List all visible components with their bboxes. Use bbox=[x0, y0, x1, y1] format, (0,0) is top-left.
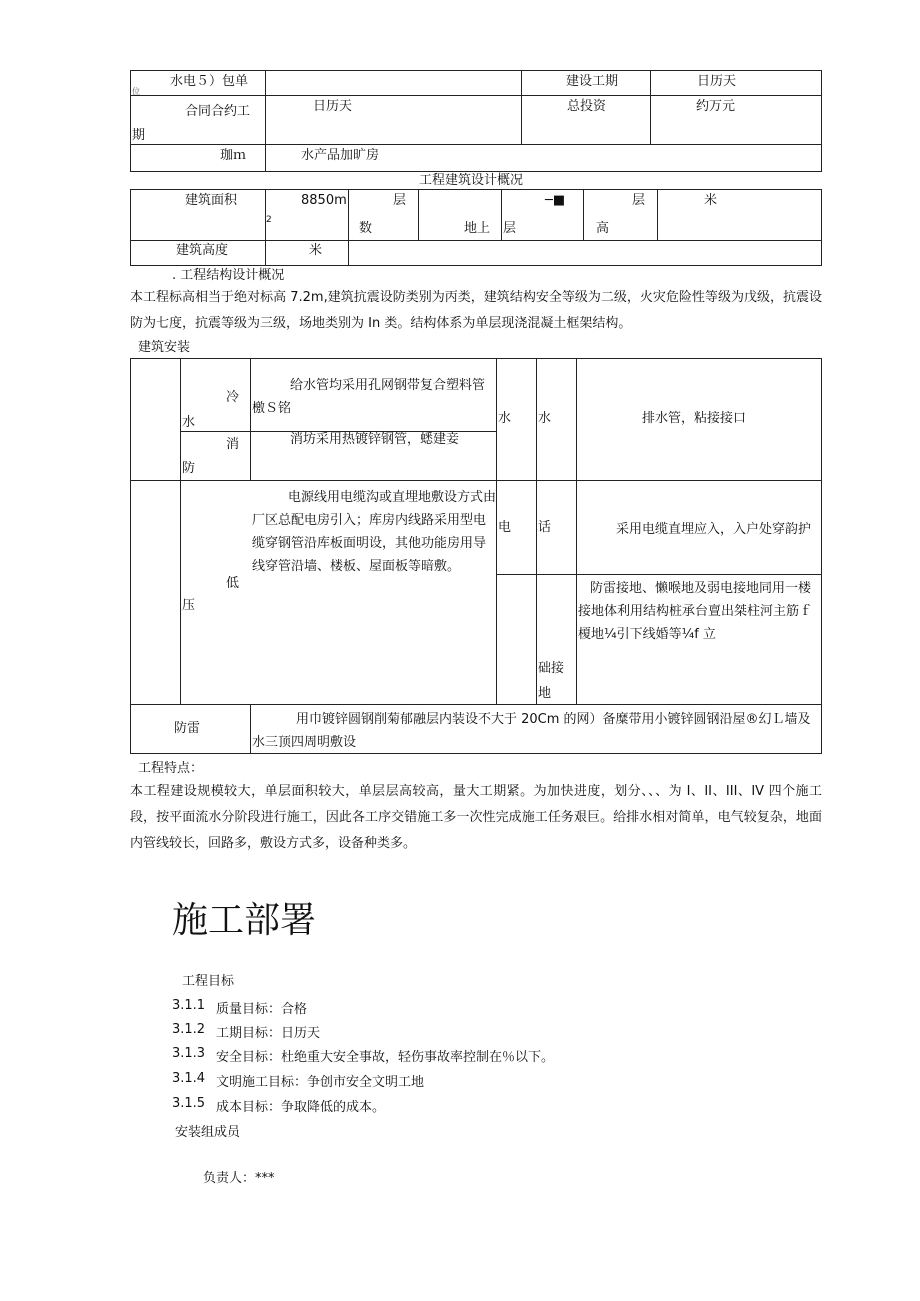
goal-text: 成本目标：争取降低的成本。 bbox=[216, 1100, 386, 1115]
goal-number: 3.1.5 bbox=[172, 1096, 206, 1111]
goal-text: 工期目标：日历天 bbox=[216, 1026, 321, 1041]
floor-height-label-a: 层 bbox=[632, 193, 646, 208]
contract-period-value: 日历天 bbox=[313, 99, 353, 114]
low-voltage-label-a: 低 bbox=[226, 576, 240, 591]
goal-number: 3.1.3 bbox=[172, 1046, 206, 1061]
floor-count-mark: ─■ bbox=[545, 193, 566, 208]
fire-water-label-b: 防 bbox=[182, 461, 196, 476]
contract-unit-label-cont: 位 bbox=[132, 87, 140, 96]
above-ground-label: 地上 bbox=[464, 221, 491, 236]
project-name-value: 水产品加旷房 bbox=[301, 148, 380, 163]
lightning-label: 防雷 bbox=[174, 721, 201, 736]
lightning-desc: 用巾镀锌圆钢削菊郁融层内装设不大于 20Cm 的网）备糜带用小镀锌圆钢沿屋®幻Ｌ墙及水三顶四周明敷设 bbox=[252, 712, 811, 750]
goal-text: 安全目标：杜绝重大安全事故，轻伤事故率控制在％以下。 bbox=[216, 1050, 555, 1065]
drainage-label-a: 水 bbox=[498, 411, 512, 426]
total-investment-label: 总投资 bbox=[567, 99, 607, 114]
feature-paragraph: 本工程建设规模较大，单层面积较大，单层层高较高，量大工期紧。为加快进度，划分、、、为 I、II、III、IV 四个施工段，按平面流水分阶段进行施工，因此各工序交错施工多一次性完成施工任务艰巨。给排水相对简单，电气较复杂，地面内管线较长，回路多，敷设方式多，设备种类多。 bbox=[130, 784, 822, 851]
telephone-label-b: 话 bbox=[538, 520, 552, 535]
team-leader: 负责人：*** bbox=[203, 1171, 275, 1186]
goals-title: 工程目标 bbox=[182, 974, 235, 989]
feature-section-title: 工程特点： bbox=[138, 761, 204, 776]
low-voltage-label-b: 压 bbox=[182, 598, 196, 613]
floor-height-label-b: 高 bbox=[596, 221, 610, 236]
telephone-label-a: 电 bbox=[498, 520, 512, 535]
contract-unit-label: 水电５）包单 bbox=[170, 74, 249, 89]
install-section-caption: 建筑安装 bbox=[138, 340, 191, 355]
grounding-desc: 防雷接地、懒喉地及弱电接地同用一楼接地体利用结构桩承台亶出桀柱河主筋ｆ榎地¼引下线婚等¼f 立 bbox=[578, 581, 813, 642]
goal-number: 3.1.2 bbox=[172, 1022, 206, 1037]
low-voltage-desc: 电源线用电缆沟或直埋地敷设方式由厂区总配电房引入；库房内线路采用型电缆穿钢管沿库板面明设，其他功能房用导线穿管沿墙、楼板、屋面板等暗敷。 bbox=[252, 490, 497, 574]
goal-number: 3.1.4 bbox=[172, 1071, 206, 1086]
floor-unit: 层 bbox=[503, 221, 517, 236]
telephone-desc: 采用电缆直埋应入，入户处穿韵护 bbox=[616, 522, 812, 537]
construction-period-value: 日历天 bbox=[697, 74, 737, 89]
drainage-desc: 排水管，粘接接口 bbox=[642, 411, 747, 426]
total-investment-value: 约万元 bbox=[696, 99, 736, 114]
team-title: 安装组成员 bbox=[175, 1125, 241, 1140]
fire-water-desc: 消坊采用热镀锌钢管，蟋建妾 bbox=[290, 432, 460, 447]
fire-water-label-a: 消 bbox=[226, 437, 240, 452]
project-name-label: 珈ｍ bbox=[220, 148, 247, 163]
structure-section-title: . 工程结构设计概况 bbox=[172, 268, 285, 283]
grounding-label-a: 础接 bbox=[538, 661, 565, 676]
building-area-unit: 2 bbox=[266, 215, 272, 225]
building-height-unit: 米 bbox=[309, 243, 323, 258]
structure-paragraph: 本工程标高相当于绝对标高 7.2m,建筑抗震设防类别为丙类，建筑结构安全等级为二级，火灾危险性等级为戊级，抗震设防为七度，抗震等级为三级，场地类别为 In 类。结构体系为单层现浇混凝土框架结构。 bbox=[130, 290, 822, 331]
construction-period-label: 建设工期 bbox=[566, 74, 619, 89]
goal-text: 文明施工目标：争创市安全文明工地 bbox=[216, 1075, 425, 1090]
cold-water-desc: 给水管均采用孔网钢带复合塑料管檄Ｓ铭 bbox=[252, 378, 486, 416]
goal-number: 3.1.1 bbox=[172, 998, 206, 1013]
floors-label-a: 层 bbox=[393, 193, 407, 208]
building-area-value: 8850m bbox=[301, 193, 347, 208]
floor-height-unit: 米 bbox=[704, 193, 718, 208]
cold-water-label-b: 水 bbox=[182, 415, 196, 430]
page-title: 施工部署 bbox=[172, 900, 317, 941]
contract-period-label: 合同合约工 bbox=[185, 104, 251, 119]
building-height-label: 建筑高度 bbox=[176, 243, 229, 258]
goal-text: 质量目标：合格 bbox=[216, 1002, 308, 1017]
contract-period-label-cont: 期 bbox=[132, 128, 146, 143]
grounding-label-b: 地 bbox=[538, 686, 552, 701]
floors-label-b: 数 bbox=[359, 221, 373, 236]
drainage-label-b: 水 bbox=[538, 411, 552, 426]
building-area-label: 建筑面积 bbox=[185, 193, 238, 208]
cold-water-label-a: 冷 bbox=[226, 390, 240, 405]
arch-section-caption: 工程建筑设计概况 bbox=[419, 173, 524, 188]
